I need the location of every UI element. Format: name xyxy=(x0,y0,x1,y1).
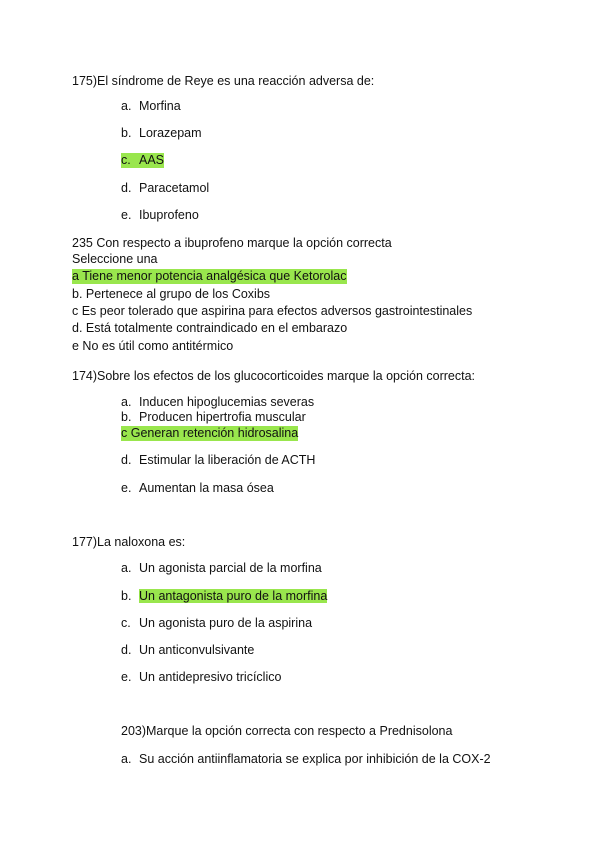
option-text: Morfina xyxy=(139,99,181,113)
option-letter: a. xyxy=(121,99,132,113)
option-letter: a. xyxy=(121,752,132,766)
option-text: Ibuprofeno xyxy=(139,208,199,222)
option-235-d: d. Está totalmente contraindicado en el embarazo xyxy=(72,321,348,335)
option-177-e xyxy=(121,670,281,685)
option-text: Un antagonista puro de la morfina xyxy=(139,589,328,603)
option-235-c: c Es peor tolerado que aspirina para efectos adversos gastrointestinales xyxy=(72,304,473,318)
question-175: 175)El síndrome de Reye es una reacción adversa de: xyxy=(72,74,375,88)
option-177-b-correct xyxy=(121,589,327,604)
option-175-e xyxy=(121,208,199,223)
option-letter: a. xyxy=(121,395,132,409)
option-letter: b. xyxy=(121,410,132,424)
option-175-b xyxy=(121,126,202,141)
option-text: Producen hipertrofia muscular xyxy=(139,410,306,424)
option-text: AAS xyxy=(139,153,165,167)
option-177-c xyxy=(121,616,312,631)
option-text: Un agonista puro de la aspirina xyxy=(139,616,313,630)
question-235-instruction: Seleccione una xyxy=(72,252,158,266)
option-174-c-correct: c Generan retención hidrosalina xyxy=(121,426,299,440)
option-letter: d. xyxy=(121,643,132,657)
option-203-a xyxy=(121,752,491,767)
question-174: 174)Sobre los efectos de los glucocorticoides marque la opción correcta: xyxy=(72,369,475,383)
option-text: Un agonista parcial de la morfina xyxy=(139,561,322,575)
option-235-b: b. Pertenece al grupo de los Coxibs xyxy=(72,287,271,301)
option-letter: e. xyxy=(121,670,132,684)
option-174-d xyxy=(121,453,315,468)
option-letter: b. xyxy=(121,126,132,140)
question-235: 235 Con respecto a ibuprofeno marque la opción correcta xyxy=(72,236,392,250)
option-175-c-correct xyxy=(121,153,164,168)
option-letter: d. xyxy=(121,181,132,195)
option-letter: c. xyxy=(121,153,131,167)
option-text: Aumentan la masa ósea xyxy=(139,481,274,495)
option-text: Un antidepresivo tricíclico xyxy=(139,670,282,684)
option-letter: e. xyxy=(121,481,132,495)
option-235-a-correct: a Tiene menor potencia analgésica que Ketorolac xyxy=(72,269,347,283)
option-text: Lorazepam xyxy=(139,126,202,140)
option-letter: a. xyxy=(121,561,132,575)
option-letter: c. xyxy=(121,616,131,630)
option-text: Inducen hipoglucemias severas xyxy=(139,395,315,409)
option-letter: d. xyxy=(121,453,132,467)
option-text: Estimular la liberación de ACTH xyxy=(139,453,316,467)
option-174-a xyxy=(121,395,314,410)
option-text: Un anticonvulsivante xyxy=(139,643,255,657)
option-235-e: e No es útil como antitérmico xyxy=(72,339,234,353)
option-177-a xyxy=(121,561,322,576)
option-177-d xyxy=(121,643,254,658)
option-text: Su acción antiinflamatoria se explica por inhibición de la COX-2 xyxy=(139,752,491,766)
question-203: 203)Marque la opción correcta con respecto a Prednisolona xyxy=(121,724,453,738)
question-177: 177)La naloxona es: xyxy=(72,535,186,549)
option-text: Paracetamol xyxy=(139,181,210,195)
option-175-a xyxy=(121,99,181,114)
option-letter: e. xyxy=(121,208,132,222)
option-175-d xyxy=(121,181,209,196)
option-174-b xyxy=(121,410,306,425)
option-174-e xyxy=(121,481,274,496)
option-letter: b. xyxy=(121,589,132,603)
